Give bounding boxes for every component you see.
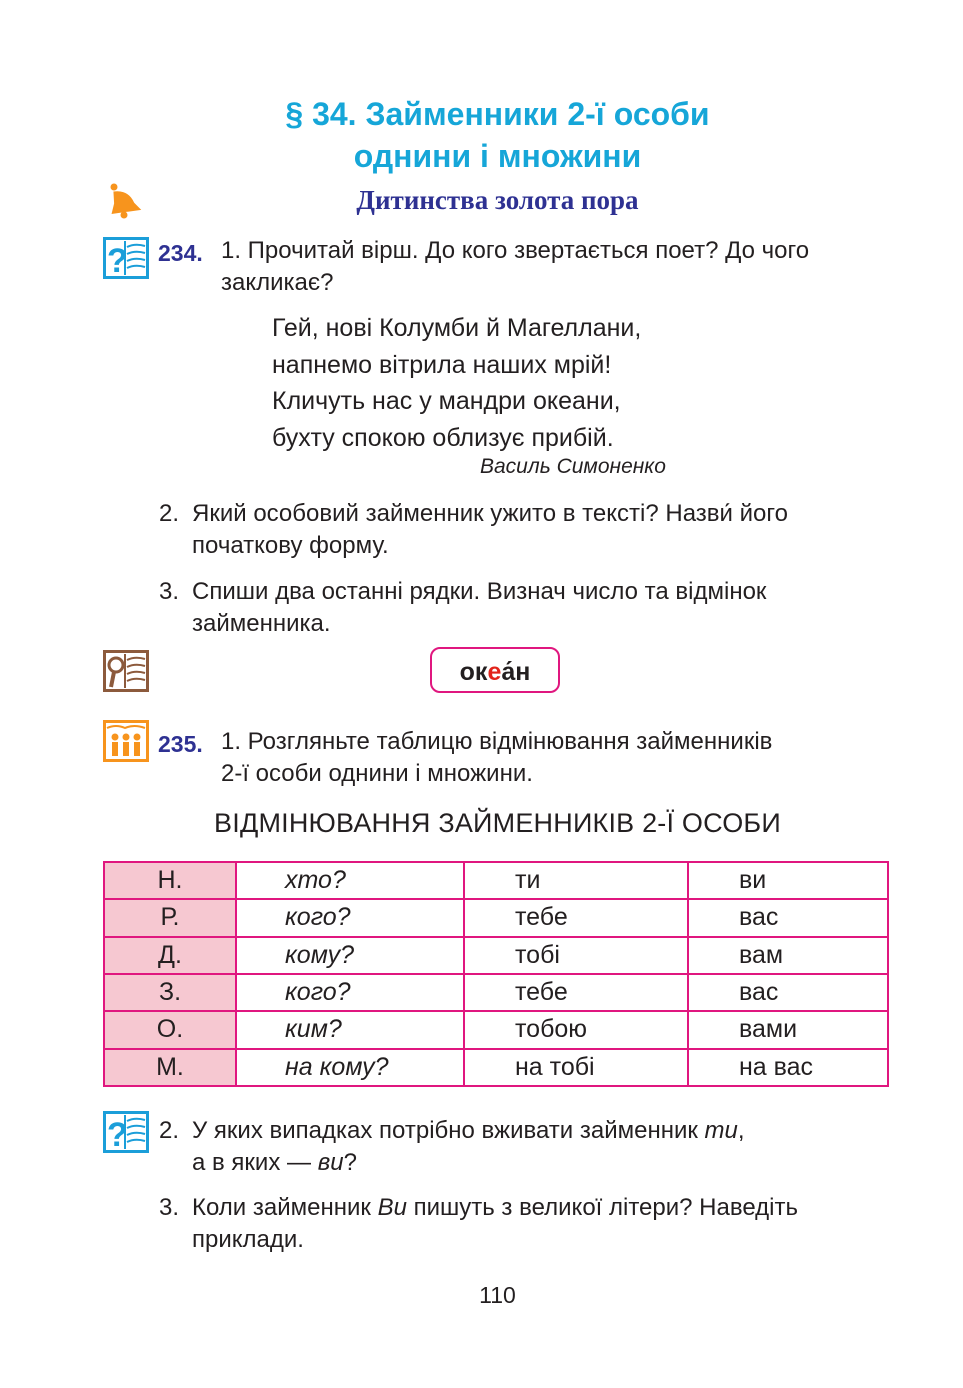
question-cell: ким? — [236, 1011, 464, 1048]
exercise-235-task-2-number: 2. — [159, 1117, 180, 1144]
poem-line: Гей, нові Колумби й Магеллани, — [272, 314, 642, 342]
comma: , — [737, 1117, 745, 1144]
exercise-235-task-3-line-2: приклади. — [192, 1226, 304, 1253]
page-title-line-2: однини і множини — [353, 138, 642, 174]
exercise-234-task-2-line-2: початкову форму. — [192, 532, 389, 559]
exercise-234-number: 234. — [158, 240, 203, 266]
singular-cell: тебе — [464, 899, 688, 936]
svg-text:?: ? — [107, 242, 128, 279]
plural-cell: вам — [688, 937, 888, 974]
table-row — [104, 899, 888, 936]
group-work-book-icon — [103, 720, 149, 762]
task-3-text-2: пишуть з великої літери? Наведіть — [413, 1194, 798, 1221]
case-cell: О. — [104, 1011, 236, 1048]
exercise-235-task-3-number: 3. — [159, 1194, 180, 1221]
case-cell: М. — [104, 1049, 236, 1086]
question-cell: на кому? — [236, 1049, 464, 1086]
task-2-text-2: а в яких — — [192, 1149, 312, 1176]
exercise-234-task-2-line-1: Який особовий займенник ужито в тексті? Назви́ його — [192, 500, 788, 527]
table-row — [104, 937, 888, 974]
poem-author: Василь Симоненко — [480, 455, 666, 478]
singular-cell: ти — [464, 862, 688, 899]
exercise-234-task-1-line-1: 1. Прочитай вірш. До кого звертається поет? До чого — [221, 237, 810, 264]
case-cell: Н. — [104, 862, 236, 899]
singular-cell: тобі — [464, 937, 688, 974]
question-cell: кого? — [236, 974, 464, 1011]
exercise-235-task-2-line-1 — [192, 1115, 889, 1147]
question-book-icon — [103, 1111, 149, 1153]
table-row — [104, 974, 888, 1011]
table-row — [104, 1011, 888, 1048]
table-row — [104, 1049, 888, 1086]
page-number: 110 — [479, 1282, 516, 1308]
exercise-235-task-1-line-1: 1. Розгляньте таблицю відмінювання займенників — [221, 728, 773, 755]
exercise-234-task-2-number: 2. — [159, 500, 180, 527]
table-row — [104, 862, 888, 899]
section-subtitle: Дитинства золота пора — [356, 185, 639, 215]
exercise-235-task-2-line-2 — [192, 1147, 357, 1179]
pronoun-vy: ви — [317, 1149, 344, 1176]
vocabulary-word-start: ок — [459, 658, 488, 686]
exercise-235-number: 235. — [158, 731, 203, 757]
dictionary-magnifier-icon — [103, 650, 149, 692]
poem — [272, 310, 641, 456]
task-3-text: Коли займенник — [192, 1194, 371, 1221]
case-cell: З. — [104, 974, 236, 1011]
svg-text:?: ? — [107, 1116, 128, 1153]
table-title: ВІДМІНЮВАННЯ ЗАЙМЕННИКІВ 2-Ї ОСОБИ — [214, 808, 781, 838]
question-mark: ? — [343, 1149, 357, 1176]
exercise-234-task-3-number: 3. — [159, 578, 180, 605]
exercise-235-task-1-line-2: 2-ї особи однини і множини. — [221, 760, 533, 787]
exercise-235-task-3-line-1 — [192, 1192, 798, 1224]
declension-table — [103, 861, 889, 1087]
question-cell: кому? — [236, 937, 464, 974]
vocabulary-word-highlight: е — [487, 658, 502, 686]
poem-line: бухту спокою облизує прибій. — [272, 423, 614, 452]
singular-cell: тебе — [464, 974, 688, 1011]
plural-cell: вас — [688, 974, 888, 1011]
case-cell: Р. — [104, 899, 236, 936]
plural-cell: вами — [688, 1011, 888, 1048]
plural-cell: на вас — [688, 1049, 888, 1086]
vocabulary-word-box — [430, 647, 560, 693]
exercise-234-task-3-line-2: займенника. — [192, 610, 331, 637]
singular-cell: тобою — [464, 1011, 688, 1048]
exercise-234-task-3-line-1: Спиши два останні рядки. Визнач число та відмінок — [192, 578, 767, 605]
pronoun-ti: ти — [704, 1117, 738, 1144]
question-cell: кого? — [236, 899, 464, 936]
vocabulary-word-end: а́н — [501, 658, 531, 686]
poem-line: напнемо вітрила наших мрій! — [272, 350, 612, 379]
question-cell: хто? — [236, 862, 464, 899]
plural-cell: вас — [688, 899, 888, 936]
singular-cell: на тобі — [464, 1049, 688, 1086]
case-cell: Д. — [104, 937, 236, 974]
page-title-line-1: § 34. Займенники 2-ї особи — [285, 96, 710, 132]
task-2-text: У яких випадках потрібно вживати займенник — [192, 1117, 698, 1144]
question-book-icon — [103, 237, 149, 279]
plural-cell: ви — [688, 862, 888, 899]
poem-line: Кличуть нас у мандри океани, — [272, 387, 621, 415]
exercise-234-task-1-line-2: закликає? — [221, 269, 334, 296]
pronoun-vy-capital: Ви — [377, 1194, 407, 1221]
